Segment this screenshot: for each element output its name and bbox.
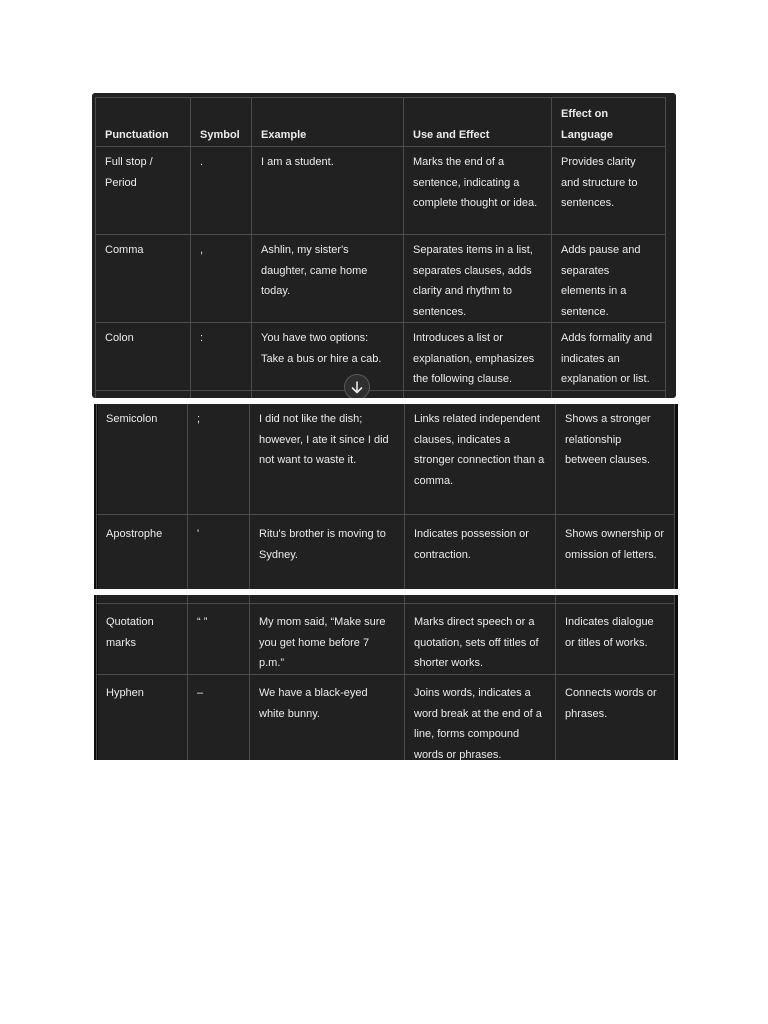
cell-effect: Adds formality and indicates an explanation or list. [552, 323, 666, 391]
table-row [96, 147, 666, 235]
cell-use: Links related independent clauses, indicates a stronger connection than a comma. [405, 404, 556, 515]
header-punctuation: Punctuation [96, 98, 191, 147]
scroll-down-button[interactable] [344, 374, 370, 398]
cell-symbol: ; [188, 404, 250, 515]
cell-punctuation: Semicolon [97, 404, 188, 515]
table-row [97, 675, 675, 761]
arrow-down-icon [351, 381, 363, 394]
header-use-and-effect: Use and Effect [404, 98, 552, 147]
cell-use: Separates items in a list, separates clauses, adds clarity and rhythm to sentences. [404, 235, 552, 323]
cell-effect: Shows ownership or omission of letters. [556, 515, 675, 590]
header-effect-on-language: Effect on Language [552, 98, 666, 147]
cell-effect: Shows a stronger relationship between clauses. [556, 404, 675, 515]
cell-symbol: . [191, 147, 252, 235]
punctuation-table-continued [96, 595, 675, 760]
table-screenshot-2 [94, 404, 678, 589]
cell-punctuation: Colon [96, 323, 191, 391]
cell-example: I am a student. [252, 147, 404, 235]
header-example: Example [252, 98, 404, 147]
cell-example: I did not like the dish; however, I ate it since I did not want to waste it. [250, 404, 405, 515]
cell-example: You have two options: Take a bus or hire a cab. [252, 323, 404, 391]
cell-use: Joins words, indicates a word break at the end of a line, forms compound words or phrases. [405, 675, 556, 761]
cell-effect: Provides clarity and structure to sentences. [552, 147, 666, 235]
cell-example: Ashlin, my sister's daughter, came home today. [252, 235, 404, 323]
header-symbol: Symbol [191, 98, 252, 147]
cell-effect: Adds pause and separates elements in a sentence. [552, 235, 666, 323]
punctuation-table [95, 97, 666, 398]
cell-example: Ritu's brother is moving to Sydney. [250, 515, 405, 590]
cell-punctuation: Apostrophe [97, 515, 188, 590]
table-row-partial [97, 595, 675, 604]
cell-symbol: , [191, 235, 252, 323]
cell-punctuation: Comma [96, 235, 191, 323]
table-row [96, 323, 666, 391]
table-screenshot-3 [94, 595, 678, 760]
cell-effect: Indicates dialogue or titles of works. [556, 604, 675, 675]
table-row [96, 235, 666, 323]
cell-symbol: “ ” [188, 604, 250, 675]
cell-use: Introduces a list or explanation, emphasizes the following clause. [404, 323, 552, 391]
cell-use: Indicates possession or contraction. [405, 515, 556, 590]
cell-punctuation: Quotation marks [97, 604, 188, 675]
cell-symbol: – [188, 675, 250, 761]
cell-symbol: ' [188, 515, 250, 590]
cell-example: We have a black-eyed white bunny. [250, 675, 405, 761]
cell-example: My mom said, “Make sure you get home before 7 p.m.” [250, 604, 405, 675]
table-row [97, 404, 675, 515]
cell-symbol: : [191, 323, 252, 391]
table-screenshot-1 [92, 93, 676, 398]
cell-use: Marks direct speech or a quotation, sets off titles of shorter works. [405, 604, 556, 675]
table-row-partial [96, 391, 666, 399]
cell-punctuation: Hyphen [97, 675, 188, 761]
table-row [97, 604, 675, 675]
punctuation-table-continued [96, 404, 675, 589]
cell-use: Marks the end of a sentence, indicating a complete thought or idea. [404, 147, 552, 235]
header-row [96, 98, 666, 147]
cell-punctuation: Full stop / Period [96, 147, 191, 235]
table-row [97, 515, 675, 590]
cell-effect: Connects words or phrases. [556, 675, 675, 761]
